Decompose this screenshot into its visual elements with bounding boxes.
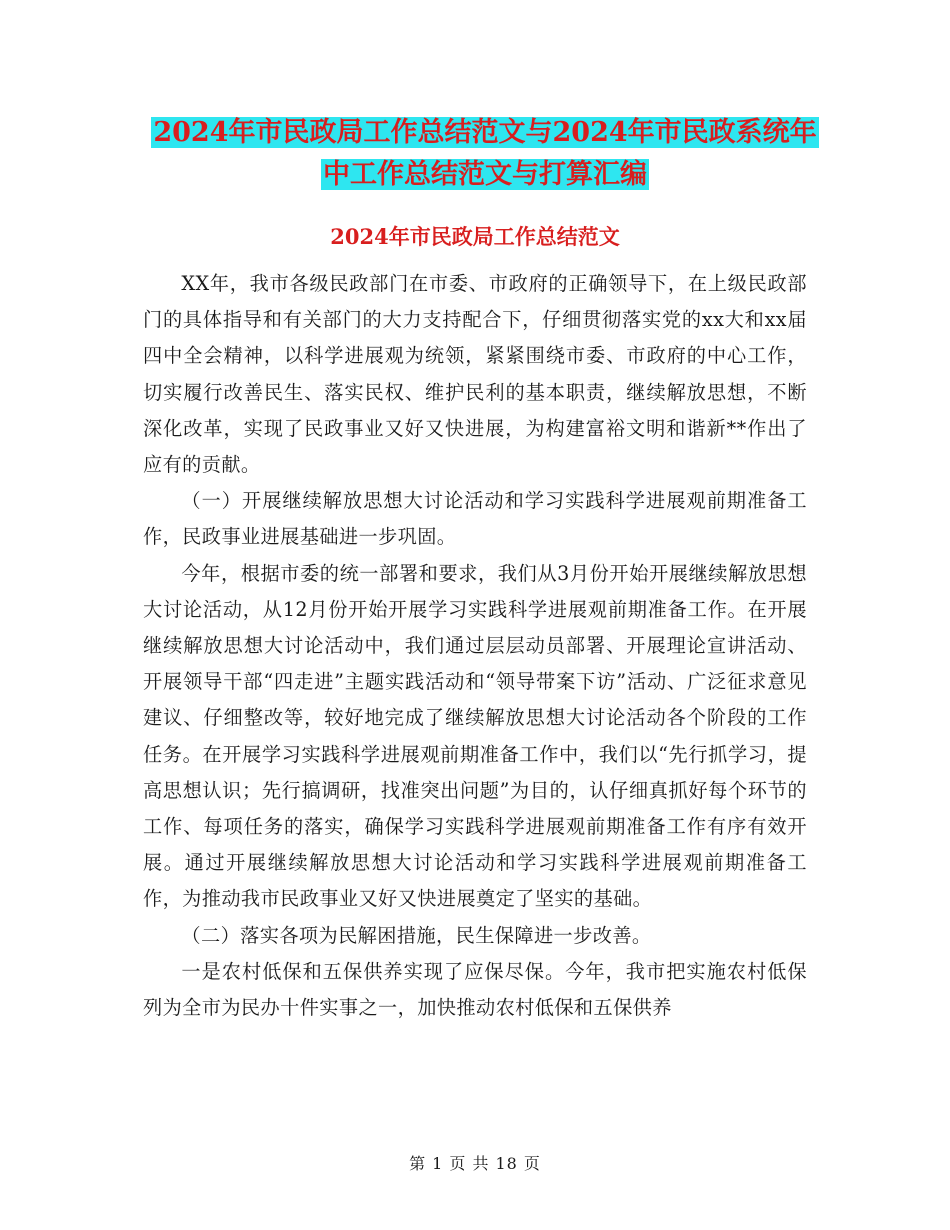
footer-total-pages: 18 xyxy=(495,1154,518,1173)
footer-suffix: 页 xyxy=(523,1154,541,1173)
paragraph-body-1: 今年，根据市委的统一部署和要求，我们从3月份开始开展继续解放思想大讨论活动，从12月份开始开展学习实践科学进展观前期准备工作。在开展继续解放思想大讨论活动中，我们通过层层动员部署、开展理论宣讲活动、开展领导干部“四走进”主题实践活动和“领导带案下访”活动、广泛征求意见建议、仔细整改等，较好地完成了继续解放思想大讨论活动各个阶段的工作任务。在开展学习实践科学进展观前期准备工作中，我们以“先行抓学习，提高思想认识；先行搞调研，找准突出问题”为目的，认仔细真抓好每个环节的工作、每项任务的落实，确保学习实践科学进展观前期准备工作有序有效开展。通过开展继续解放思想大讨论活动和学习实践科学进展观前期准备工作，为推动我市民政事业又好又快进展奠定了坚实的基础。 xyxy=(143,561,807,911)
page-footer xyxy=(0,1152,950,1176)
footer-middle: 页 共 xyxy=(449,1154,490,1173)
title-line-2: 中工作总结范文与打算汇编 xyxy=(323,159,647,190)
paragraph-heading-2: （二）落实各项为民解困措施，民生保障进一步改善。 xyxy=(181,923,652,947)
title-line-1: 2024年市民政局工作总结范文与2024年市民政系统年 xyxy=(153,117,817,148)
paragraph-heading-1: （一）开展继续解放思想大讨论活动和学习实践科学进展观前期准备工作，民政事业进展基础进一步巩固。 xyxy=(143,489,807,549)
footer-prefix: 第 xyxy=(409,1154,427,1173)
document-title xyxy=(140,112,830,196)
document-body xyxy=(143,266,807,1026)
footer-page-number: 1 xyxy=(432,1154,444,1173)
paragraph-intro: XX年，我市各级民政部门在市委、市政府的正确领导下，在上级民政部门的具体指导和有关部门的大力支持配合下，仔细贯彻落实党的xx大和xx届四中全会精神，以科学进展观为统领，紧紧围绕市委、市政府的中心工作，切实履行改善民生、落实民权、维护民利的基本职责，继续解放思想，不断深化改革，实现了民政事业又好又快进展，为构建富裕文明和谐新**作出了应有的贡献。 xyxy=(143,272,807,477)
paragraph-body-2: 一是农村低保和五保供养实现了应保尽保。今年，我市把实施农村低保列为全市为民办十件实事之一，加快推动农村低保和五保供养 xyxy=(143,959,807,1020)
section-title: 2024年市民政局工作总结范文 xyxy=(330,224,620,249)
